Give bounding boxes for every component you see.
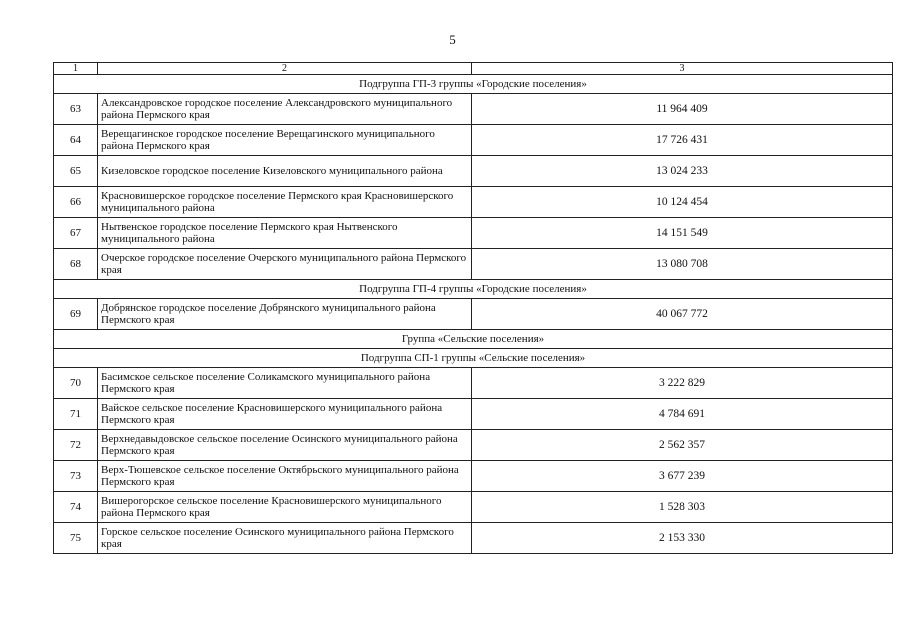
group-title: Подгруппа СП-1 группы «Сельские поселения» — [54, 349, 893, 368]
group-header-row — [54, 330, 893, 349]
settlement-name: Красновишерское городское поселение Пермского края Красновишерского муниципального района — [98, 187, 472, 218]
amount-value: 3 677 239 — [472, 461, 893, 492]
settlement-name: Горское сельское поселение Осинского муниципального района Пермского края — [98, 523, 472, 554]
settlement-name: Верхнедавыдовское сельское поселение Осинского муниципального района Пермского края — [98, 430, 472, 461]
row-number: 63 — [54, 94, 98, 125]
table-row — [54, 249, 893, 280]
column-header-2: 2 — [98, 63, 472, 75]
table-row — [54, 94, 893, 125]
table-row — [54, 156, 893, 187]
amount-value: 14 151 549 — [472, 218, 893, 249]
row-number: 69 — [54, 299, 98, 330]
table-row — [54, 218, 893, 249]
budget-table — [53, 62, 893, 554]
row-number: 74 — [54, 492, 98, 523]
table-body — [54, 63, 893, 554]
amount-value: 17 726 431 — [472, 125, 893, 156]
settlement-name: Басимское сельское поселение Соликамского муниципального района Пермского края — [98, 368, 472, 399]
table-row — [54, 399, 893, 430]
table-row — [54, 187, 893, 218]
settlement-name: Нытвенское городское поселение Пермского края Нытвенского муниципального района — [98, 218, 472, 249]
amount-value: 13 024 233 — [472, 156, 893, 187]
column-header-1: 1 — [54, 63, 98, 75]
settlement-name: Очерское городское поселение Очерского муниципального района Пермского края — [98, 249, 472, 280]
row-number: 64 — [54, 125, 98, 156]
table-row — [54, 125, 893, 156]
row-number: 72 — [54, 430, 98, 461]
settlement-name: Александровское городское поселение Александровского муниципального района Пермского края — [98, 94, 472, 125]
row-number: 67 — [54, 218, 98, 249]
settlement-name: Верх-Тюшевское сельское поселение Октябрьского муниципального района Пермского края — [98, 461, 472, 492]
row-number: 70 — [54, 368, 98, 399]
amount-value: 1 528 303 — [472, 492, 893, 523]
table-row — [54, 299, 893, 330]
table-row — [54, 430, 893, 461]
column-number-header-row — [54, 63, 893, 75]
amount-value: 40 067 772 — [472, 299, 893, 330]
row-number: 66 — [54, 187, 98, 218]
row-number: 75 — [54, 523, 98, 554]
table-row — [54, 523, 893, 554]
group-title: Подгруппа ГП-3 группы «Городские поселения» — [54, 75, 893, 94]
row-number: 68 — [54, 249, 98, 280]
settlement-name: Верещагинское городское поселение Верещагинского муниципального района Пермского края — [98, 125, 472, 156]
amount-value: 13 080 708 — [472, 249, 893, 280]
amount-value: 11 964 409 — [472, 94, 893, 125]
table-row — [54, 368, 893, 399]
group-header-row — [54, 75, 893, 94]
group-header-row — [54, 280, 893, 299]
settlement-name: Кизеловское городское поселение Кизеловского муниципального района — [98, 156, 472, 187]
column-header-3: 3 — [472, 63, 893, 75]
settlement-name: Добрянское городское поселение Добрянского муниципального района Пермского края — [98, 299, 472, 330]
amount-value: 10 124 454 — [472, 187, 893, 218]
table-row — [54, 492, 893, 523]
settlement-name: Вайское сельское поселение Красновишерского муниципального района Пермского края — [98, 399, 472, 430]
amount-value: 2 153 330 — [472, 523, 893, 554]
group-header-row — [54, 349, 893, 368]
row-number: 65 — [54, 156, 98, 187]
page-number: 5 — [449, 32, 456, 47]
row-number: 73 — [54, 461, 98, 492]
settlement-name: Вишерогорское сельское поселение Красновишерского муниципального района Пермского края — [98, 492, 472, 523]
table-row — [54, 461, 893, 492]
row-number: 71 — [54, 399, 98, 430]
amount-value: 3 222 829 — [472, 368, 893, 399]
group-title: Подгруппа ГП-4 группы «Городские поселения» — [54, 280, 893, 299]
amount-value: 4 784 691 — [472, 399, 893, 430]
amount-value: 2 562 357 — [472, 430, 893, 461]
group-title: Группа «Сельские поселения» — [54, 330, 893, 349]
